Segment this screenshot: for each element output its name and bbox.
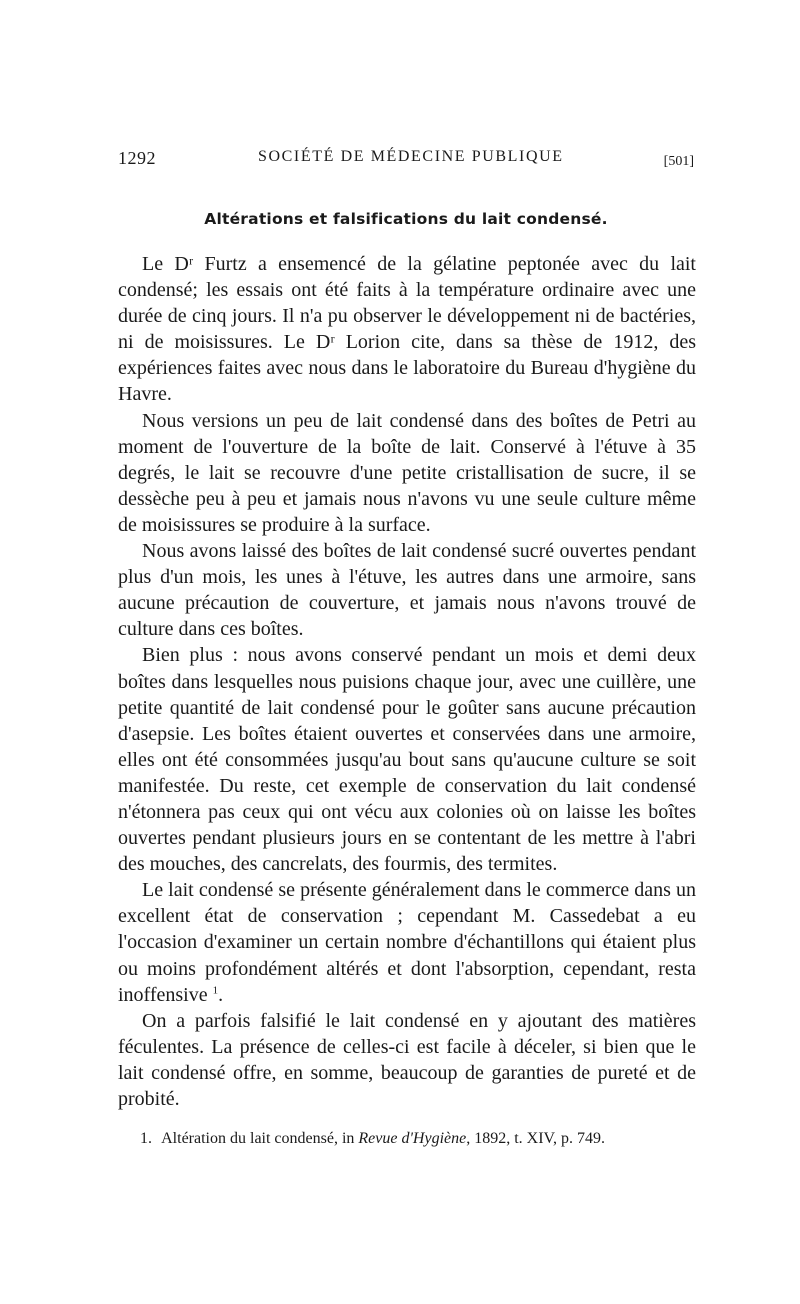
footnote-reference[interactable]: 1 [212,983,219,996]
paragraph: Bien plus : nous avons conservé pendant un mois et demi deux boîtes dans lesquelles nous puisions chaque jour, avec une cuillère, une petite quantité de lait condensé pour le goûter sans aucune précaution d'asepsie. Les boîtes étaient ouvertes et conservées dans une armoire, elles ont été consommées jusqu'au bout sans qu'aucune culture se soit manifestée. Du reste, cet exemple de conservation du lait condensé n'étonnera pas ceux qui ont vécu aux colonies où on laisse les boîtes ouvertes pendant plusieurs jours en se contentant de les mettre à l'abri des mouches, des cancrelats, des fourmis, des termites. [118,644,696,876]
paragraph: Nous avons laissé des boîtes de lait condensé sucré ouvertes pendant plus d'un mois, les unes à l'étuve, les autres dans une armoire, sans aucune précaution de couverture, et jamais nous n'avons trouvé de culture dans ces boîtes. [118,540,696,641]
paragraph-text: Le lait condensé se présente généralement dans le commerce dans un excellent état de conservation ; cependant M. Cassedebat a eu l'occasion d'examiner un certain nombre d'échantillons qui étaient plus ou moins profondément altérés et dont l'absorption, cependant, resta inoffensive [118,879,696,1006]
paragraph: Le Dʳ Furtz a ensemencé de la gélatine peptonée avec du lait condensé; les essais ont été faits à la température ordinaire avec une durée de cinq jours. Il n'a pu observer le développement ni de bactéries, ni de moisissures. Le Dʳ Lorion cite, dans sa thèse de 1912, des expériences faites avec nous dans le laboratoire du Bureau d'hygiène du Havre. [118,253,696,406]
running-header [118,148,694,172]
running-title: SOCIÉTÉ DE MÉDECINE PUBLIQUE [258,148,564,165]
footnote-number: 1. [140,1130,152,1147]
paragraph [118,877,696,1007]
body-text [118,251,696,1112]
page-number: 1292 [118,148,156,168]
footnote-text: Altération du lait condensé, in [161,1130,355,1147]
paragraph-end-punctuation: . [218,983,224,1006]
folio-marker: [501] [663,154,694,169]
paragraph: Nous versions un peu de lait condensé dans des boîtes de Petri au moment de l'ouverture de la boîte de lait. Conservé à l'étuve à 35 degrés, le lait se recouvre d'une petite cristallisation de sucre, il se dessèche peu à peu et jamais nous n'avons vu une seule culture même de moisissures se produire à la surface. [118,409,696,536]
paragraph: On a parfois falsifié le lait condensé en y ajoutant des matières féculentes. La présence de celles-ci est facile à déceler, si bien que le lait condensé offre, en somme, beaucoup de garanties de pureté et de probité. [118,1009,696,1110]
footnote-journal: Revue d'Hygiène [358,1130,467,1147]
footnote [140,1130,700,1148]
section-title: Altérations et falsifications du lait condensé. [204,210,608,228]
footnote-citation: , 1892, t. XIV, p. 749. [466,1130,606,1147]
